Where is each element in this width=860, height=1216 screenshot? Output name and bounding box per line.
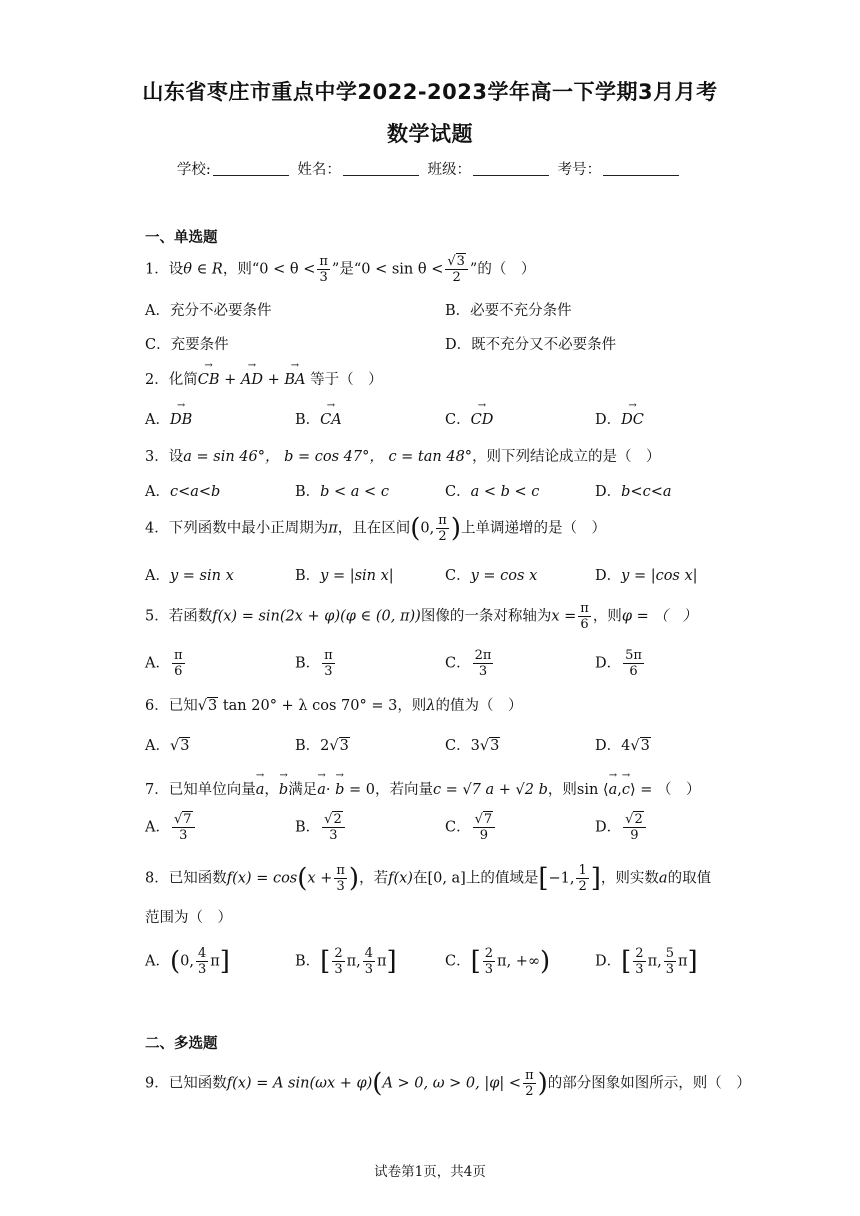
- q5-option-c[interactable]: C． $\frac{2\pi}{3}$: [445, 648, 492, 679]
- page-footer: 试卷第1页，共4页: [374, 1164, 486, 1180]
- class-label: 班级：: [427, 162, 471, 178]
- q3-option-b[interactable]: B．b < a < c: [295, 484, 389, 500]
- class-blank[interactable]: [473, 161, 549, 176]
- exam-title: 山东省枣庄市重点中学2022-2023学年高一下学期3月月考: [142, 80, 718, 104]
- exam-subtitle: 数学试题: [387, 122, 473, 146]
- q4-option-a[interactable]: A．y = sin x: [145, 568, 234, 584]
- q8-option-d[interactable]: D．[ $\frac{2}{3}$ π, $\frac{5}{3}$ π]: [595, 946, 698, 977]
- q8-option-a[interactable]: A．(0, $\frac{4}{3}$ π]: [145, 946, 230, 977]
- question-6: 6．已知√3 tan 20° + λ cos 70° = 3，则λ的值为（ ）: [145, 698, 523, 714]
- q2-option-a[interactable]: A．→ DB: [145, 408, 192, 429]
- question-9: 9．已知函数f(x) = A sin(ωx + φ)(A > 0, ω > 0, |φ| < $\frac{\pi}{2}$ )的部分图象如图所示，则（ ）: [145, 1068, 751, 1099]
- question-8: 8．已知函数f(x) = cos(x + $\frac{\pi}{3}$ )，若f(x)在[0, a]上的值域是[−1, $\frac{1}{2}$ ]，则实数a的取值: [145, 863, 712, 894]
- exam-no-label: 考号：: [557, 162, 602, 178]
- q8-option-b[interactable]: B．[ $\frac{2}{3}$ π, $\frac{4}{3}$ π]: [295, 946, 397, 977]
- question-3: 3．设a = sin 46°， b = cos 47°， c = tan 48°，则下列结论成立的是（ ）: [145, 449, 661, 465]
- section-multiple-choice: 二、多选题: [145, 1036, 218, 1052]
- q4-option-c[interactable]: C．y = cos x: [445, 568, 538, 584]
- q7-option-d[interactable]: D． $\frac{√2}{9}$: [595, 812, 648, 843]
- school-blank[interactable]: [213, 161, 289, 176]
- question-4: 4．下列函数中最小正周期为π，且在区间(0, $\frac{\pi}{2}$ )上单调递增的是（ ）: [145, 513, 606, 544]
- q1-option-a[interactable]: A．充分不必要条件: [145, 303, 272, 319]
- q4-option-b[interactable]: B．y = |sin x|: [295, 568, 394, 584]
- question-8-line2: 范围为（ ）: [145, 910, 232, 926]
- q2-option-d[interactable]: D．→ DC: [595, 408, 644, 429]
- q8-option-c[interactable]: C．[ $\frac{2}{3}$ π, +∞): [445, 946, 551, 977]
- q6-option-b[interactable]: B．2√3: [295, 738, 349, 754]
- q2-option-b[interactable]: B．→ CA: [295, 408, 342, 429]
- question-2: 2．化简→ CB + → AD + → BA 等于（ ）: [145, 368, 383, 389]
- student-info-line: [0, 158, 860, 179]
- q1-option-c[interactable]: C．充要条件: [145, 337, 229, 353]
- q2-option-c[interactable]: C．→ CD: [445, 408, 493, 429]
- name-blank[interactable]: [343, 161, 419, 176]
- q3-option-a[interactable]: A．c<a<b: [145, 484, 221, 500]
- q5-option-d[interactable]: D． $\frac{5\pi}{6}$: [595, 648, 642, 679]
- question-1: 1．设θ ∈ R，则“0 < θ < $\frac{\pi}{3}$ ”是“0 < sin θ < $\frac{√3}{2}$ ”的（ ）: [145, 254, 536, 285]
- q1-option-d[interactable]: D．既不充分又不必要条件: [445, 337, 617, 353]
- question-7: 7．已知单位向量→ a，→ b满足→ a· → b = 0，若向量c = √7 a + √2 b，则sin ⟨→ a,→ c⟩ = （ ）: [145, 778, 701, 799]
- q7-option-c[interactable]: C． $\frac{√7}{9}$: [445, 812, 497, 843]
- section-single-choice: 一、单选题: [145, 230, 218, 246]
- q4-option-d[interactable]: D．y = |cos x|: [595, 568, 698, 584]
- school-label: 学校:: [176, 162, 211, 178]
- q3-option-c[interactable]: C．a < b < c: [445, 484, 540, 500]
- q3-option-d[interactable]: D．b<c<a: [595, 484, 672, 500]
- q5-option-b[interactable]: B． $\frac{\pi}{3}$: [295, 648, 333, 679]
- question-5: 5．若函数f(x) = sin(2x + φ)(φ ∈ (0, π))图像的一条对称轴为x = $\frac{\pi}{6}$ ，则φ = （ ）: [145, 601, 697, 632]
- q6-option-c[interactable]: C．3√3: [445, 738, 500, 754]
- q7-option-a[interactable]: A． $\frac{√7}{3}$: [145, 812, 197, 843]
- name-label: 姓名：: [297, 162, 341, 178]
- q6-option-a[interactable]: A．√3: [145, 738, 190, 754]
- exam-no-blank[interactable]: [603, 161, 679, 176]
- q5-option-a[interactable]: A． $\frac{\pi}{6}$: [145, 648, 183, 679]
- q7-option-b[interactable]: B． $\frac{√2}{3}$: [295, 812, 347, 843]
- q6-option-d[interactable]: D．4√3: [595, 738, 650, 754]
- q1-option-b[interactable]: B．必要不充分条件: [445, 303, 572, 319]
